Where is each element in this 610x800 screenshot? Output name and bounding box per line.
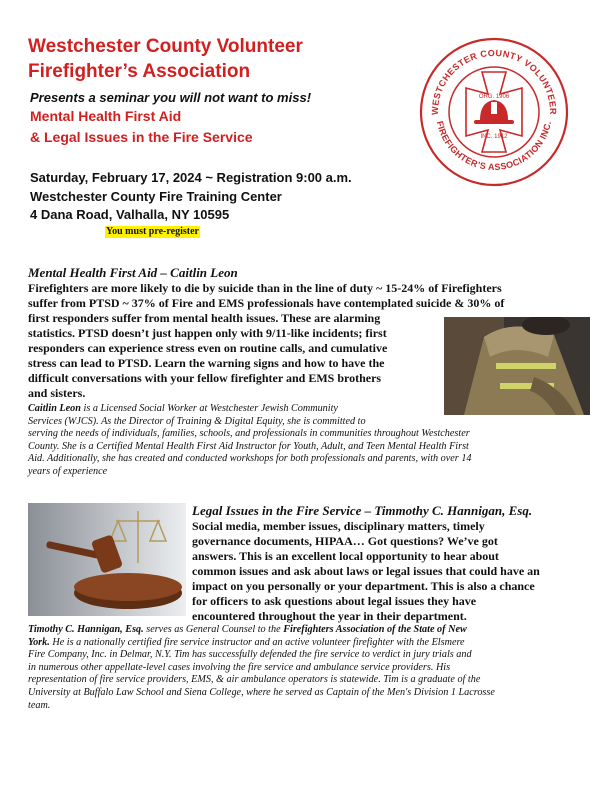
s1-line: and sisters. (28, 386, 86, 400)
svg-text:FIREFIGHTER’S ASSOCIATION INC.: FIREFIGHTER’S ASSOCIATION INC. (434, 119, 554, 173)
s2-bio-line: Fire Company, Inc. in Delmar, N.Y. Tim has successfully defended the fire service to verdict in jury trials and (28, 649, 472, 661)
s2-line: Social media, member issues, disciplinary matters, timely (192, 519, 485, 533)
section2-body (192, 519, 602, 624)
logo-inc-year: INC. 1912 (480, 134, 508, 140)
s2-bio-line: University at Buffalo Law School and Siena College, where he served as Captain of the Men's Division 1 Lacrosse (28, 686, 495, 698)
s1-line: statistics. PTSD doesn’t just happen only with 9/11-like incidents; first (28, 326, 387, 340)
s2-bio-line: in numerous other appellate-level cases involving the fire service and ambulance service providers. His (28, 661, 451, 673)
section1-bio (28, 403, 448, 428)
s2-bio-text: He is a nationally certified fire service instructor and an active volunteer firefighter with the Elsmere (49, 636, 465, 648)
s2-line: encountered throughout the year in their department. (192, 609, 467, 623)
logo-org-year: ORG. 1906 (478, 94, 510, 100)
s2-bio-org2: York. (28, 636, 50, 648)
s2-line: common issues and ask about laws or legal issues that could have an (192, 564, 540, 578)
s1-bio-line: County. She is a Certified Mental Health First Aid Instructor for Youth, Adult, and Teen Mental Health First (28, 440, 469, 452)
event-venue: Westchester County Fire Training Center (30, 189, 282, 204)
s1-line: Firefighters are more likely to die by suicide than in the line of duty ~ 15-24% of Firefighters (28, 281, 502, 295)
preregister-notice: You must pre-register (106, 226, 199, 237)
association-logo (418, 36, 570, 188)
s2-bio-org: Firefighters Association of the State of New (283, 624, 467, 635)
gavel-photo (28, 503, 186, 616)
s1-bio-text: is a Licensed Social Worker at Westchester Jewish Community (80, 403, 338, 414)
section1-title: Mental Health First Aid – Caitlin Leon (28, 265, 238, 280)
s1-bio-name: Caitlin Leon (28, 403, 81, 414)
s1-bio-line: Services (WJCS). As the Director of Training & Digital Equity, she is committed to (28, 415, 366, 427)
s2-line: impact on you personally or your department. This is also a chance (192, 579, 535, 593)
s2-bio-text: serves as General Counsel to the (143, 624, 284, 635)
s1-bio-line: serving the needs of individuals, families, schools, and professionals in communities throughout Westchester (28, 428, 470, 439)
section1-bio-cont (28, 428, 598, 478)
s1-line: first responders suffer from mental health issues. These are alarming (28, 311, 381, 325)
firefighter-photo (444, 317, 590, 415)
svg-text:WESTCHESTER COUNTY VOLUNTEER: WESTCHESTER COUNTY VOLUNTEER (429, 47, 559, 116)
s2-bio-line: representation of fire service providers, EMS, & air ambulance operators is statewide. Tim is a graduate of the (28, 674, 481, 686)
tagline: Presents a seminar you will not want to miss! (30, 90, 312, 105)
s1-line: difficult conversations with your fellow firefighter and EMS brothers (28, 371, 382, 385)
s1-line: stress can lead to PTSD. Learn the warning signs and how to have the (28, 356, 385, 370)
s2-line: answers. This is an excellent local opportunity to hear about (192, 549, 499, 563)
topic-legal-issues: & Legal Issues in the Fire Service (30, 129, 253, 145)
s2-line: governance documents, HIPAA… Got questions? We’ve got (192, 534, 498, 548)
org-title-line2: Firefighter’s Association (28, 61, 251, 82)
section2-title: Legal Issues in the Fire Service – Timmothy C. Hannigan, Esq. (192, 503, 533, 518)
s1-bio-line: Aid. Additionally, she has created and conducted workshops for both professionals and parents, with over 14 (28, 453, 472, 465)
section2-bio (28, 624, 603, 712)
s1-line: responders can experience stress even on routine calls, and cumulative (28, 341, 388, 355)
event-address: 4 Dana Road, Valhalla, NY 10595 (30, 207, 230, 222)
topic-mental-health: Mental Health First Aid (30, 108, 182, 124)
org-title-line1: Westchester County Volunteer (28, 36, 303, 57)
s2-line: for officers to ask questions about legal issues they have (192, 594, 477, 608)
s1-bio-line: years of experience (28, 465, 108, 477)
event-date: Saturday, February 17, 2024 ~ Registration 9:00 a.m. (30, 170, 352, 185)
org-title (28, 34, 408, 84)
s2-bio-line: team. (28, 699, 51, 711)
s2-bio-name: Timothy C. Hannigan, Esq. (28, 624, 144, 635)
s1-line: suffer from PTSD ~ 37% of Fire and EMS professionals have contemplated suicide & 30% of (28, 296, 505, 310)
